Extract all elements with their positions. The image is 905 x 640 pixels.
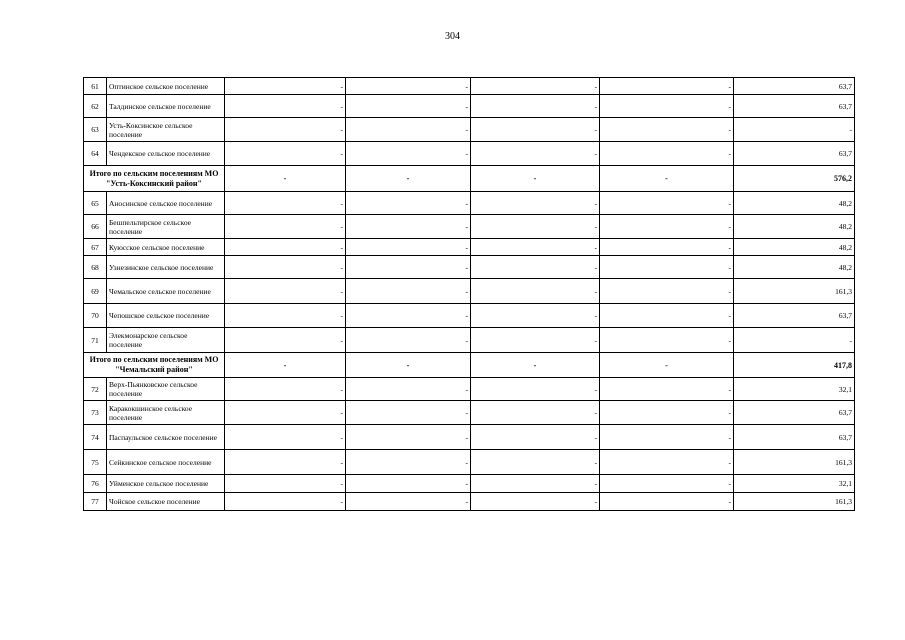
value-c1: - xyxy=(225,378,346,401)
value-c5: 48,2 xyxy=(734,215,855,239)
total-value-c4: - xyxy=(600,353,734,378)
value-c2: - xyxy=(346,475,471,493)
value-c4: - xyxy=(600,279,734,304)
value-c5: 48,2 xyxy=(734,239,855,256)
value-c4: - xyxy=(600,215,734,239)
table-row xyxy=(84,142,855,166)
value-c1: - xyxy=(225,450,346,475)
page-number: 304 xyxy=(445,31,460,42)
value-c2: - xyxy=(346,215,471,239)
value-c1: - xyxy=(225,493,346,511)
row-number: 77 xyxy=(84,493,107,511)
value-c2: - xyxy=(346,493,471,511)
row-number: 65 xyxy=(84,192,107,215)
value-c4: - xyxy=(600,239,734,256)
value-c4: - xyxy=(600,378,734,401)
total-value-c5: 576,2 xyxy=(734,166,855,192)
value-c5: 161,3 xyxy=(734,450,855,475)
value-c5: 63,7 xyxy=(734,401,855,425)
table-row xyxy=(84,215,855,239)
value-c5: 48,2 xyxy=(734,256,855,279)
value-c2: - xyxy=(346,239,471,256)
total-value-c4: - xyxy=(600,166,734,192)
table-row xyxy=(84,475,855,493)
settlement-name: Чендекское сельское поселение xyxy=(107,142,225,166)
value-c5: 32,1 xyxy=(734,475,855,493)
value-c3: - xyxy=(471,425,600,450)
value-c2: - xyxy=(346,95,471,118)
value-c1: - xyxy=(225,78,346,95)
row-number: 74 xyxy=(84,425,107,450)
table-row xyxy=(84,192,855,215)
value-c4: - xyxy=(600,401,734,425)
value-c2: - xyxy=(346,425,471,450)
total-value-c3: - xyxy=(471,353,600,378)
settlement-name: Верх-Пьянковское сельское поселение xyxy=(107,378,225,401)
value-c5: 161,3 xyxy=(734,279,855,304)
table-row xyxy=(84,256,855,279)
table-row xyxy=(84,401,855,425)
value-c2: - xyxy=(346,401,471,425)
value-c4: - xyxy=(600,142,734,166)
settlement-name: Аносинское сельское поселение xyxy=(107,192,225,215)
value-c4: - xyxy=(600,475,734,493)
value-c2: - xyxy=(346,304,471,328)
value-c3: - xyxy=(471,142,600,166)
settlement-name: Куюсское сельское поселение xyxy=(107,239,225,256)
value-c3: - xyxy=(471,328,600,353)
value-c1: - xyxy=(225,304,346,328)
settlement-name: Чойское сельское поселение xyxy=(107,493,225,511)
data-table xyxy=(83,77,855,511)
value-c5: 48,2 xyxy=(734,192,855,215)
value-c3: - xyxy=(471,118,600,142)
settlement-name: Узнезинское сельское поселение xyxy=(107,256,225,279)
table-row xyxy=(84,239,855,256)
value-c2: - xyxy=(346,328,471,353)
total-value-c2: - xyxy=(346,166,471,192)
value-c2: - xyxy=(346,378,471,401)
value-c4: - xyxy=(600,256,734,279)
value-c1: - xyxy=(225,475,346,493)
value-c2: - xyxy=(346,279,471,304)
value-c1: - xyxy=(225,239,346,256)
value-c5: - xyxy=(734,328,855,353)
row-number: 72 xyxy=(84,378,107,401)
settlement-name: Каракокшинское сельское поселение xyxy=(107,401,225,425)
table-row xyxy=(84,493,855,511)
settlement-name: Оптинское сельское поселение xyxy=(107,78,225,95)
total-value-c2: - xyxy=(346,353,471,378)
settlement-name: Уйменское сельское поселение xyxy=(107,475,225,493)
value-c5: 63,7 xyxy=(734,142,855,166)
settlement-name: Талдинское сельское поселение xyxy=(107,95,225,118)
table-row xyxy=(84,425,855,450)
value-c5: 63,7 xyxy=(734,95,855,118)
value-c3: - xyxy=(471,475,600,493)
total-value-c5: 417,8 xyxy=(734,353,855,378)
settlement-name: Бешпельтирское сельское поселение xyxy=(107,215,225,239)
value-c1: - xyxy=(225,328,346,353)
row-number: 64 xyxy=(84,142,107,166)
settlement-name: Паспаульское сельское поселение xyxy=(107,425,225,450)
row-number: 61 xyxy=(84,78,107,95)
settlement-name: Сейкинское сельское поселение xyxy=(107,450,225,475)
value-c4: - xyxy=(600,118,734,142)
value-c4: - xyxy=(600,450,734,475)
settlement-name: Чемальское сельское поселение xyxy=(107,279,225,304)
value-c5: 32,1 xyxy=(734,378,855,401)
row-number: 62 xyxy=(84,95,107,118)
value-c5: 63,7 xyxy=(734,78,855,95)
value-c3: - xyxy=(471,401,600,425)
value-c4: - xyxy=(600,192,734,215)
row-number: 66 xyxy=(84,215,107,239)
value-c1: - xyxy=(225,192,346,215)
row-number: 71 xyxy=(84,328,107,353)
value-c3: - xyxy=(471,95,600,118)
value-c3: - xyxy=(471,256,600,279)
value-c3: - xyxy=(471,215,600,239)
value-c2: - xyxy=(346,192,471,215)
total-value-c1: - xyxy=(225,353,346,378)
value-c5: 63,7 xyxy=(734,304,855,328)
table-row xyxy=(84,450,855,475)
value-c2: - xyxy=(346,450,471,475)
settlement-name: Чепошское сельское поселение xyxy=(107,304,225,328)
value-c3: - xyxy=(471,304,600,328)
value-c3: - xyxy=(471,279,600,304)
value-c3: - xyxy=(471,239,600,256)
row-number: 68 xyxy=(84,256,107,279)
table-row xyxy=(84,328,855,353)
value-c3: - xyxy=(471,450,600,475)
table-row xyxy=(84,78,855,95)
table-row xyxy=(84,118,855,142)
total-row xyxy=(84,353,855,378)
value-c4: - xyxy=(600,95,734,118)
value-c4: - xyxy=(600,304,734,328)
total-value-c3: - xyxy=(471,166,600,192)
value-c1: - xyxy=(225,215,346,239)
value-c3: - xyxy=(471,378,600,401)
value-c3: - xyxy=(471,192,600,215)
value-c1: - xyxy=(225,401,346,425)
value-c4: - xyxy=(600,493,734,511)
value-c3: - xyxy=(471,78,600,95)
value-c5: 63,7 xyxy=(734,425,855,450)
value-c5: - xyxy=(734,118,855,142)
value-c2: - xyxy=(346,78,471,95)
total-label: Итого по сельским поселениям МО "Чемальский район" xyxy=(84,353,225,378)
row-number: 69 xyxy=(84,279,107,304)
value-c2: - xyxy=(346,256,471,279)
value-c2: - xyxy=(346,118,471,142)
total-label: Итого по сельским поселениям МО "Усть-Коксинский район" xyxy=(84,166,225,192)
table-row xyxy=(84,95,855,118)
table-row xyxy=(84,378,855,401)
row-number: 75 xyxy=(84,450,107,475)
row-number: 70 xyxy=(84,304,107,328)
row-number: 76 xyxy=(84,475,107,493)
settlement-name: Усть-Коксинское сельское поселение xyxy=(107,118,225,142)
value-c1: - xyxy=(225,142,346,166)
settlement-name: Элекмонарское сельское поселение xyxy=(107,328,225,353)
value-c4: - xyxy=(600,328,734,353)
value-c3: - xyxy=(471,493,600,511)
value-c5: 161,3 xyxy=(734,493,855,511)
value-c1: - xyxy=(225,95,346,118)
value-c4: - xyxy=(600,78,734,95)
row-number: 73 xyxy=(84,401,107,425)
row-number: 67 xyxy=(84,239,107,256)
value-c2: - xyxy=(346,142,471,166)
value-c1: - xyxy=(225,118,346,142)
table-row xyxy=(84,304,855,328)
row-number: 63 xyxy=(84,118,107,142)
total-row xyxy=(84,166,855,192)
value-c1: - xyxy=(225,279,346,304)
value-c4: - xyxy=(600,425,734,450)
table-row xyxy=(84,279,855,304)
value-c1: - xyxy=(225,425,346,450)
total-value-c1: - xyxy=(225,166,346,192)
value-c1: - xyxy=(225,256,346,279)
